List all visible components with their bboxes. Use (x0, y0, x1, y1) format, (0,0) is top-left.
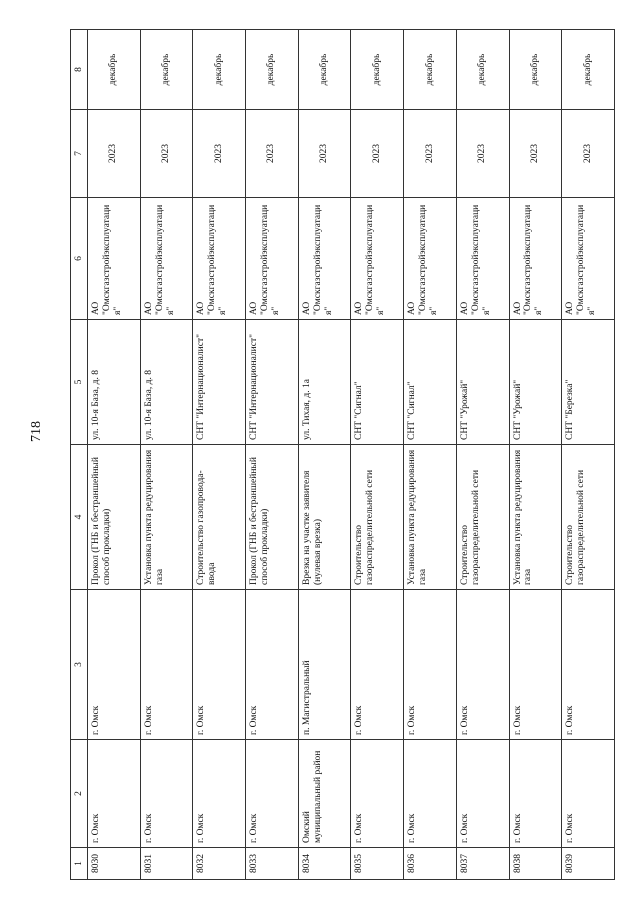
row-id-cell: 8039 (562, 848, 615, 880)
year-cell: 2023 (456, 110, 509, 198)
page-number: 718 (29, 421, 44, 442)
row-id-cell: 8032 (193, 848, 246, 880)
month-cell: декабрь (404, 30, 457, 110)
column-header: 1 (71, 848, 88, 880)
column-header: 5 (71, 320, 88, 445)
work-description-cell: Врезка на участке заявителя (нулевая врезка) (298, 445, 351, 590)
table-row (456, 30, 509, 880)
column-header: 3 (71, 590, 88, 740)
work-description-cell: Строительство газораспределительной сети (456, 445, 509, 590)
work-description-cell: Строительство газораспределительной сети (351, 445, 404, 590)
table-row (404, 30, 457, 880)
locality-cell: г. Омск (562, 590, 615, 740)
object-address-cell: ул. 10-я База, д. 8 (88, 320, 141, 445)
year-cell: 2023 (246, 110, 299, 198)
executor-cell: АО "Омскгазстройэксплуатация" (456, 198, 509, 320)
locality-cell: г. Омск (246, 590, 299, 740)
row-id-cell: 8038 (509, 848, 562, 880)
municipality-cell: г. Омск (351, 740, 404, 848)
executor-cell: АО "Омскгазстройэксплуатация" (509, 198, 562, 320)
column-header: 6 (71, 198, 88, 320)
work-description-cell: Установка пункта редуцирования газа (509, 445, 562, 590)
locality-cell: г. Омск (456, 590, 509, 740)
month-cell: декабрь (351, 30, 404, 110)
executor-cell: АО "Омскгазстройэксплуатация" (404, 198, 457, 320)
municipality-cell: г. Омск (88, 740, 141, 848)
municipality-cell: г. Омск (140, 740, 193, 848)
locality-cell: г. Омск (404, 590, 457, 740)
work-description-cell: Установка пункта редуцирования газа (140, 445, 193, 590)
column-header: 8 (71, 30, 88, 110)
year-cell: 2023 (140, 110, 193, 198)
work-description-cell: Строительство газораспределительной сети (562, 445, 615, 590)
object-address-cell: СНТ "Урожай" (456, 320, 509, 445)
work-description-cell: Строительство газопровода-ввода (193, 445, 246, 590)
executor-cell: АО "Омскгазстройэксплуатация" (246, 198, 299, 320)
year-cell: 2023 (404, 110, 457, 198)
locality-cell: г. Омск (88, 590, 141, 740)
object-address-cell: ул. Тихая, д. 1а (298, 320, 351, 445)
month-cell: декабрь (298, 30, 351, 110)
table-row (562, 30, 615, 880)
row-id-cell: 8035 (351, 848, 404, 880)
table-row (88, 30, 141, 880)
table-row (509, 30, 562, 880)
month-cell: декабрь (509, 30, 562, 110)
object-address-cell: СНТ "Сигнал" (404, 320, 457, 445)
year-cell: 2023 (351, 110, 404, 198)
column-header: 2 (71, 740, 88, 848)
locality-cell: г. Омск (351, 590, 404, 740)
object-address-cell: СНТ "Интернационалист" (193, 320, 246, 445)
object-address-cell: ул. 10-я База, д. 8 (140, 320, 193, 445)
locality-cell: г. Омск (193, 590, 246, 740)
month-cell: декабрь (193, 30, 246, 110)
month-cell: декабрь (562, 30, 615, 110)
work-description-cell: Прокол (ГНБ и бестраншейный способ прокладки) (88, 445, 141, 590)
executor-cell: АО "Омскгазстройэксплуатация" (140, 198, 193, 320)
gas-works-table-wrapper (70, 30, 615, 880)
municipality-cell: г. Омск (456, 740, 509, 848)
column-header: 4 (71, 445, 88, 590)
row-id-cell: 8034 (298, 848, 351, 880)
locality-cell: г. Омск (509, 590, 562, 740)
year-cell: 2023 (562, 110, 615, 198)
column-header: 7 (71, 110, 88, 198)
row-id-cell: 8037 (456, 848, 509, 880)
table-row (140, 30, 193, 880)
table-row (246, 30, 299, 880)
month-cell: декабрь (140, 30, 193, 110)
locality-cell: п. Магистральный (298, 590, 351, 740)
table-row (193, 30, 246, 880)
year-cell: 2023 (88, 110, 141, 198)
municipality-cell: г. Омск (509, 740, 562, 848)
object-address-cell: СНТ "Урожай" (509, 320, 562, 445)
executor-cell: АО "Омскгазстройэксплуатация" (562, 198, 615, 320)
municipality-cell: г. Омск (246, 740, 299, 848)
table-body (88, 30, 615, 880)
year-cell: 2023 (509, 110, 562, 198)
locality-cell: г. Омск (140, 590, 193, 740)
year-cell: 2023 (193, 110, 246, 198)
municipality-cell: Омский муниципальный район (298, 740, 351, 848)
executor-cell: АО "Омскгазстройэксплуатация" (298, 198, 351, 320)
month-cell: декабрь (88, 30, 141, 110)
gas-works-table (70, 29, 615, 880)
executor-cell: АО "Омскгазстройэксплуатация" (351, 198, 404, 320)
year-cell: 2023 (298, 110, 351, 198)
column-number-row (71, 30, 88, 880)
executor-cell: АО "Омскгазстройэксплуатация" (88, 198, 141, 320)
table-row (298, 30, 351, 880)
municipality-cell: г. Омск (404, 740, 457, 848)
work-description-cell: Прокол (ГНБ и бестраншейный способ прокладки) (246, 445, 299, 590)
object-address-cell: СНТ "Березка" (562, 320, 615, 445)
row-id-cell: 8036 (404, 848, 457, 880)
executor-cell: АО "Омскгазстройэксплуатация" (193, 198, 246, 320)
table-row (351, 30, 404, 880)
municipality-cell: г. Омск (562, 740, 615, 848)
object-address-cell: СНТ "Интернационалист" (246, 320, 299, 445)
row-id-cell: 8031 (140, 848, 193, 880)
object-address-cell: СНТ "Сигнал" (351, 320, 404, 445)
municipality-cell: г. Омск (193, 740, 246, 848)
row-id-cell: 8033 (246, 848, 299, 880)
work-description-cell: Установка пункта редуцирования газа (404, 445, 457, 590)
month-cell: декабрь (246, 30, 299, 110)
row-id-cell: 8030 (88, 848, 141, 880)
month-cell: декабрь (456, 30, 509, 110)
